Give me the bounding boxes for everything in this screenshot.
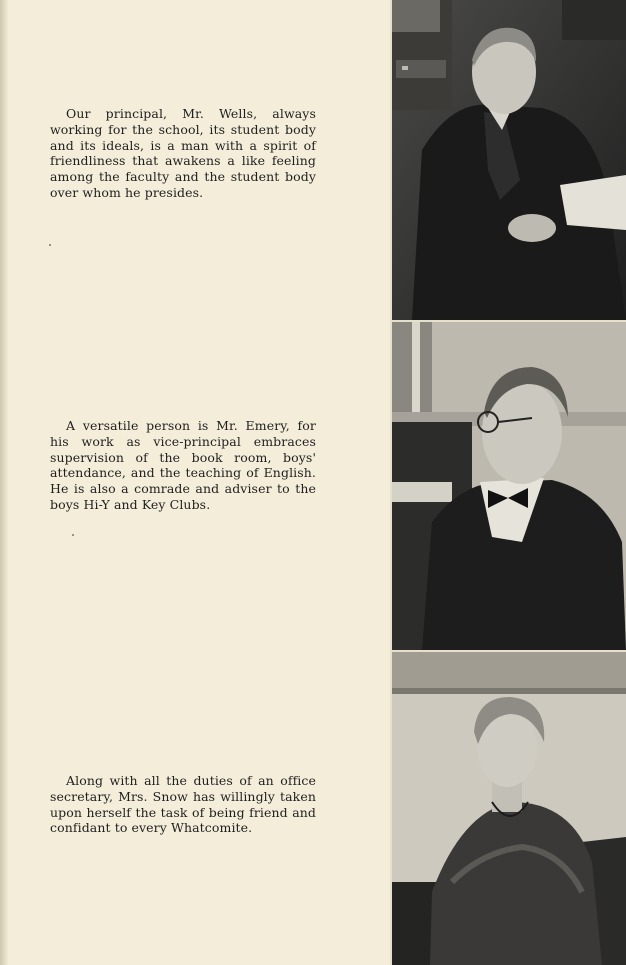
portrait-photo-mrs-snow: [392, 652, 626, 965]
paragraph-text-wells: Our principal, Mr. Wells, always working for the school, its student body and its ideals, is a man with a spirit of friendliness that awakens a like feeling among the faculty and the student body over whom he presides.: [50, 106, 316, 200]
paragraph-text-snow: Along with all the duties of an office secretary, Mrs. Snow has willingly taken upon herself the task of being friend and confidant to every Whatcomite.: [50, 773, 316, 836]
portrait-photo-mr-wells: [392, 0, 626, 320]
photo-mr-wells: [392, 0, 626, 320]
portrait-photo-mr-emery: [392, 322, 626, 650]
paragraph-mrs-snow: [50, 773, 316, 836]
print-speck: [72, 534, 74, 536]
paragraph-text-emery: A versatile person is Mr. Emery, for his work as vice-principal embraces supervision of the book room, boys' attendance, and the teaching of English. He is also a comrade and adviser to the boys Hi-Y and Key Clubs.: [50, 418, 316, 512]
print-speck: [49, 244, 51, 246]
photo-mrs-snow: [392, 652, 626, 965]
paragraph-mr-emery: [50, 418, 316, 513]
photo-mr-emery: [392, 322, 626, 650]
paragraph-mr-wells: [50, 106, 316, 201]
page-binding-shadow: [0, 0, 8, 965]
